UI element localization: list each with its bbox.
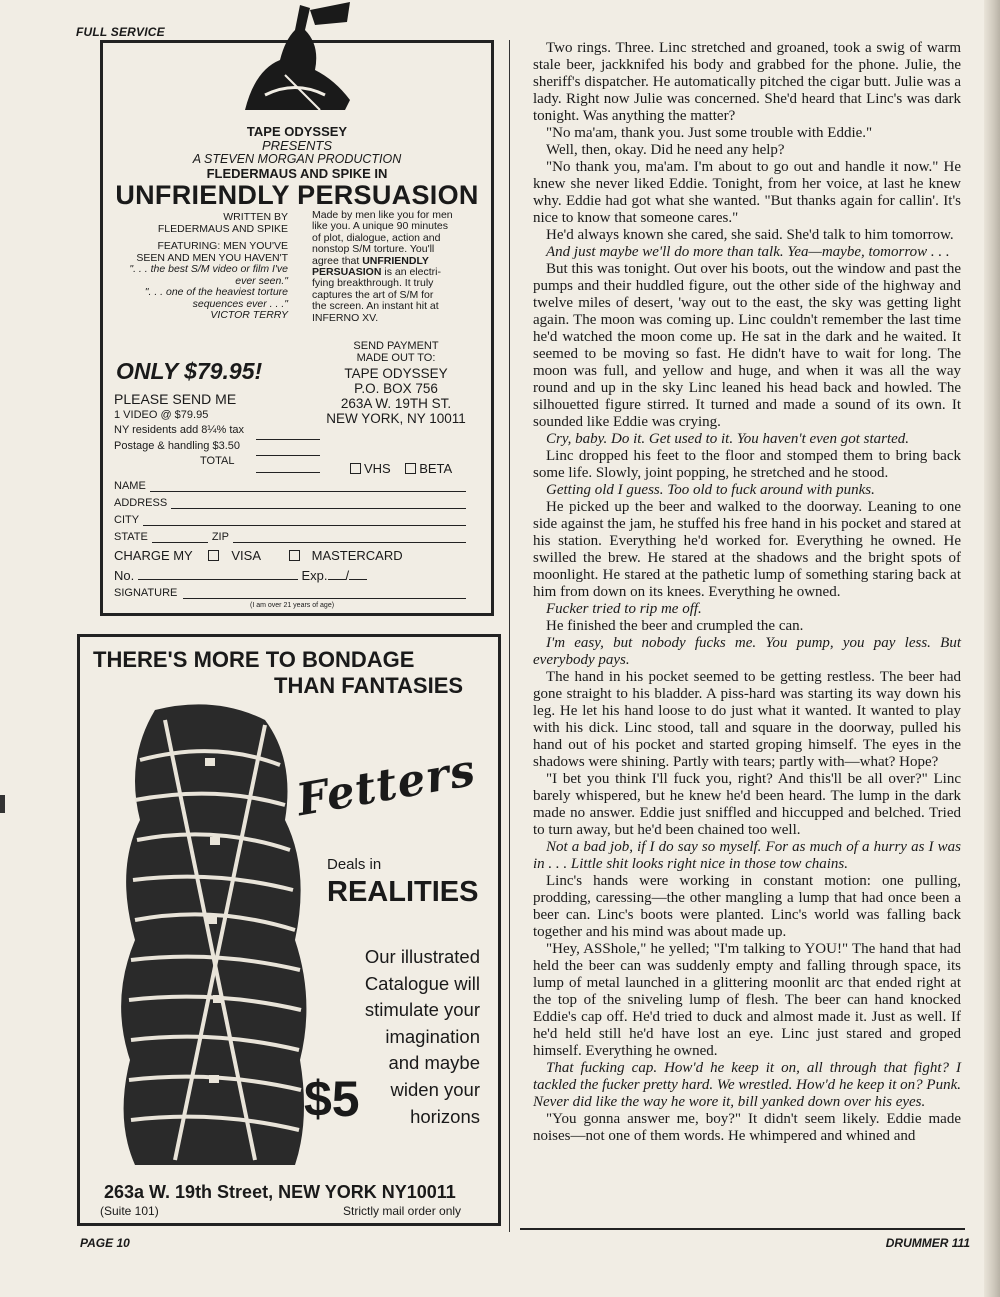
credit-writers: FLEDERMAUS AND SPIKE [157, 222, 288, 235]
story-paragraph: Linc's hands were working in constant motion: one pulling, prodding, caressing—the other mangling a lump that had once been a beer can. Linc's boots were planted. Linc's world was falling back together and his mind was about made up. [533, 873, 961, 940]
story-paragraph: Well, then, okay. Did he need any help? [546, 142, 785, 158]
payment-line: SEND PAYMENT [353, 340, 439, 352]
story-paragraph: Getting old I guess. Too old to fuck around with punks. [546, 482, 875, 498]
ad-presents: PRESENTS [261, 138, 333, 153]
ad-price: ONLY $79.95! [116, 358, 263, 384]
visa-label: VISA [231, 548, 261, 563]
catalogue-text [360, 944, 480, 1130]
format-options [350, 461, 452, 476]
name-field[interactable] [114, 475, 466, 492]
story-paragraph: "No thank you, ma'am. I'm about to go out and handle it now." He knew she never liked Eddie. Tonight, from her voice, at last he knew why. Eddie had got what she wanted. "But thanks again for callin'. It's nice to know that someone cares." [533, 159, 961, 226]
desc-text: agree that [312, 254, 363, 267]
desc-line: captures the art of S/M for [312, 288, 434, 301]
desc-line: of plot, dialogue, action and [312, 231, 441, 244]
story-paragraph: "No ma'am, thank you. Just some trouble with Eddie." [546, 125, 873, 141]
review-quote-1-end: ever seen." [235, 274, 288, 287]
column-divider [509, 40, 510, 1232]
page-fold-edge [984, 0, 1000, 1297]
total-amount-field[interactable] [256, 456, 320, 473]
expiry-month-line [328, 569, 346, 580]
fetters-headline: THERE'S MORE TO BONDAGE [93, 647, 415, 672]
order-tax-line: NY residents add 8¼% tax [114, 424, 245, 436]
section-label: FULL SERVICE [76, 25, 165, 39]
tax-amount-field[interactable] [256, 423, 320, 440]
city-field[interactable] [114, 509, 466, 526]
footer-rule [520, 1228, 965, 1230]
address-line: 263A W. 19TH ST. [340, 396, 452, 411]
deals-in: Deals in [327, 856, 382, 873]
state-label: STATE [114, 531, 148, 543]
story-paragraph: I'm easy, but nobody fucks me. You pump, you pay less. But everybody pays. [533, 635, 961, 668]
binding-mark [0, 795, 5, 813]
charge-label: CHARGE MY [114, 548, 193, 563]
story-paragraph: But this was tonight. Out over his boots, out the window and past the pumps and their huddled figure, out the other side of the highway and twelve miles of desert, 'way out to the east, the sky was getting light again. The moon was coming up. Linc couldn't remember the last time he'd watched the moon come up. He sat in the dark and he waited. It seemed to be moving so fast. He didn't have to wait for long. The moon was full, and yellow and huge, and when it was all the way round and up in the sky Linc leaned his head back and howled. The silhouetted figure stirred. It turned and made a sound of its own. It sounded like Eddie was crying. [533, 261, 961, 430]
city-label: CITY [114, 514, 140, 526]
story-paragraph: Not a bad job, if I do say so myself. For as much of a hurry as I was in . . . Little shit looks right nice in those tow chains. [533, 839, 961, 872]
desc-line: the screen. An instant hit at [312, 300, 439, 313]
postage-amount-field[interactable] [256, 440, 320, 457]
age-statement: (I am over 21 years of age) [250, 602, 335, 609]
story-paragraph: He finished the beer and crumpled the can. [546, 618, 804, 634]
story-paragraph: Fucker tried to rip me off. [546, 601, 702, 617]
catalogue-line: imagination [385, 1025, 480, 1047]
order-total-line: TOTAL [200, 455, 235, 467]
payment-line: MADE OUT TO: [356, 352, 436, 364]
fetters-mail-order: Strictly mail order only [343, 1204, 462, 1218]
story-paragraph: He picked up the beer and walked to the doorway. Leaning to one side against the jam, he stuffed his free hand in his pocket and stared at his station. Everything he'd worked for. Everything he owned. He swilled the brew. He stared at the shadows and the bright spots of moonlight. He stared at the pathetic lump of something staring back at him from down on its knees. Everything he owned. [533, 499, 961, 600]
story-paragraph: The hand in his pocket seemed to be getting restless. The beer had gone straight to his bladder. A piss-hard was starting its way down his leg. He let his hand loose to do just what it wanted. It wanted to play with his dick. Linc stood, tall and square in the doorway, pulled his hand out of his pocket and started groping himself. The eyes in the shadows were shining. Partly with tears; partly with—what? Hope? [533, 669, 961, 770]
address-line: P.O. BOX 756 [354, 381, 438, 396]
expiry-label: Exp. [301, 568, 328, 583]
catalogue-line: stimulate your [364, 999, 480, 1021]
desc-line: fying breakthrough. It truly [312, 277, 434, 290]
story-paragraph: "I bet you think I'll fuck you, right? And this'll be all over?" Linc barely whispered, but he knew he'd been heard. The lump in the dark made no answer. Eddie just sniffled and hiccupped and belched. Tried to turn away, but he'd been chained too well. [533, 771, 961, 838]
catalogue-line: and maybe [388, 1052, 480, 1074]
knight-logo-illustration [225, 0, 355, 120]
zip-label: ZIP [211, 531, 229, 543]
fetters-suite: (Suite 101) [100, 1204, 159, 1218]
review-quote-1: ". . . the best S/M video or film I've [129, 263, 288, 275]
review-author: VICTOR TERRY [210, 309, 288, 321]
signature-field[interactable] [114, 587, 466, 599]
visa-checkbox[interactable] [208, 548, 273, 563]
vhs-label: VHS [364, 461, 391, 476]
story-paragraph: Cry, baby. Do it. Get used to it. You haven't even got started. [546, 431, 910, 447]
ad-production: A STEVEN MORGAN PRODUCTION [192, 152, 402, 166]
story-paragraph: "You gonna answer me, boy?" It didn't seem likely. Eddie made noises—not one of them words. He whimpered and whined and [533, 1111, 961, 1144]
story-paragraph: And just maybe we'll do more than talk. Yea—maybe, tomorrow . . . [546, 244, 950, 260]
beta-checkbox[interactable] [405, 461, 452, 476]
card-number-line [138, 569, 298, 580]
catalogue-line: widen your [390, 1078, 480, 1100]
address-field[interactable] [114, 492, 466, 509]
story-paragraph: Two rings. Three. Linc stretched and groaned, took a swig of warm stale beer, jackknifed his body and grabbed for the phone. Julie, the sheriff's dispatcher. He automatically pitched the cigar butt. Julie was a lady. Right now Julie was concerned. She'd heard that Linc's was dark tonight. Was anything the matter? [533, 40, 961, 124]
checkbox-icon [350, 463, 361, 474]
desc-bold: PERSUASION [312, 266, 382, 279]
signature-label: SIGNATURE [114, 587, 178, 599]
order-form [114, 392, 244, 470]
story-paragraph: That fucking cap. How'd he keep it on, all through that fight? I tackled the fucker pretty hard. We wrestled. How'd he keep it on? Punk. Never did like the way he wore it, bill yanked down over his eyes. [533, 1060, 961, 1110]
ad-byline: FLEDERMAUS AND SPIKE IN [206, 166, 388, 181]
story-text [533, 40, 961, 1145]
address-label: ADDRESS [114, 497, 168, 509]
mailing-address [318, 366, 474, 426]
mastercard-checkbox[interactable] [289, 548, 415, 563]
desc-text: is an electri- [381, 266, 441, 279]
review-quote-2: ". . . one of the heaviest torture [144, 286, 288, 298]
story-paragraph: He'd always known she cared, she said. She'd talk to him tomorrow. [546, 227, 954, 243]
fetters-address: 263a W. 19th Street, NEW YORK NY10011 [104, 1182, 456, 1202]
address-line: NEW YORK, NY 10011 [326, 411, 466, 426]
ad-credits [110, 212, 288, 322]
checkbox-icon [405, 463, 416, 474]
realities-heading: REALITIES [327, 876, 479, 908]
order-postage-line: Postage & handling $3.50 [114, 439, 240, 452]
desc-bold: UNFRIENDLY [362, 254, 429, 267]
address-line: TAPE ODYSSEY [344, 366, 448, 381]
ad-title: UNFRIENDLY PERSUASION [115, 180, 479, 210]
ad-description [312, 210, 472, 324]
state-zip-field[interactable] [114, 526, 466, 543]
credit-featuring: FEATURING: MEN YOU'VE [157, 240, 288, 252]
catalogue-line: Our illustrated [364, 946, 480, 967]
catalogue-price: $5 [304, 1071, 360, 1127]
card-number-label: No. [114, 568, 135, 583]
fetters-headline-2: THAN FANTASIES [274, 673, 464, 698]
checkbox-icon [208, 550, 219, 561]
charge-options [114, 548, 427, 563]
vhs-checkbox[interactable] [350, 461, 391, 476]
review-quote-2-end: sequences ever . . ." [192, 297, 288, 310]
desc-line: Made by men like you for men [312, 209, 453, 221]
mastercard-label: MASTERCARD [311, 548, 403, 563]
credit-written-by: WRITTEN BY [223, 211, 288, 223]
bound-figure-illustration [95, 700, 335, 1170]
catalogue-line: horizons [410, 1105, 480, 1127]
ad-company: TAPE ODYSSEY [246, 124, 348, 139]
beta-label: BETA [419, 461, 453, 476]
catalogue-line: Catalogue will [364, 972, 480, 994]
desc-line: nonstop S/M torture. You'll [312, 243, 435, 256]
checkbox-icon [289, 550, 300, 561]
payment-instructions [318, 340, 474, 364]
order-amount-fields [256, 423, 320, 473]
desc-line: INFERNO XV. [312, 311, 379, 324]
desc-line: like you. A unique 90 minutes [312, 220, 449, 233]
name-label: NAME [114, 480, 146, 492]
card-number-field[interactable]: No. Exp. / [114, 568, 367, 583]
expiry-year-line [349, 569, 367, 580]
page-number: PAGE 10 [80, 1236, 130, 1250]
credit-featuring-2: SEEN AND MEN YOU HAVEN'T [136, 251, 288, 264]
customer-fields [114, 475, 466, 543]
order-video-line: 1 VIDEO @ $79.95 [114, 408, 209, 421]
story-paragraph: Linc dropped his feet to the floor and stomped them to bring back some life. Slowly, joint popping, he stretched and he stood. [533, 448, 961, 481]
fetters-logo: Fetters [292, 744, 480, 827]
issue-name: DRUMMER 111 [885, 1236, 970, 1250]
story-paragraph: "Hey, ASShole," he yelled; "I'm talking to YOU!" The hand that had held the beer can was suddenly empty and falling through space, its lump of metal launched in a glittering moonlit arc that ended right at the top of the sniveling lump of flesh. The beer can hand knocked Eddie's cap off. He'd tried to duck and almost made it. Just as well. If he'd held still he'd have lost an eye. Linc just stared and groped himself. Everything he owned. [533, 941, 961, 1059]
order-heading: PLEASE SEND ME [114, 391, 237, 407]
